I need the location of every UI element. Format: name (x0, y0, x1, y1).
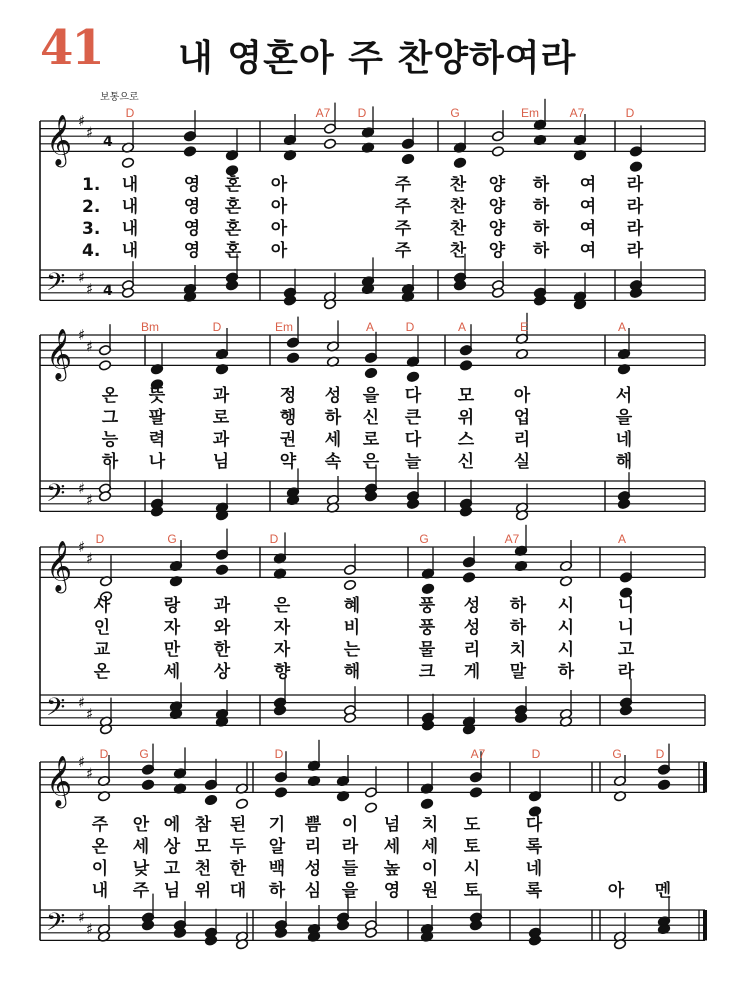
lyric-syllable: 속 (324, 452, 342, 472)
lyric-syllable: 늘 (404, 452, 422, 472)
key-sharp-icon: ♯ (86, 764, 94, 783)
chord-symbol: G (450, 106, 460, 120)
lyric-syllable: 다 (525, 815, 543, 835)
lyric-syllable: 영 (183, 241, 201, 261)
lyric-syllable: 능 (101, 430, 119, 450)
lyric-syllable: 주 (91, 815, 109, 835)
alto-note (98, 360, 111, 371)
lyric-syllable: 양 (488, 219, 506, 239)
lyric-syllable: 다 (404, 386, 422, 406)
chord-symbol: Em (521, 106, 539, 120)
lyric-syllable: 성 (463, 618, 481, 638)
lyric-syllable: 모 (194, 837, 212, 857)
lyric-syllable: 님 (163, 881, 181, 901)
lyric-syllable: 치 (421, 815, 439, 835)
lyric-syllable: 나 (148, 452, 166, 472)
lyric-syllable: 혼 (224, 219, 242, 239)
lyric-syllable: 원 (421, 881, 439, 901)
key-sharp-icon: ♯ (78, 753, 86, 771)
lyric-syllable: 백 (268, 859, 286, 879)
lyric-syllable: 록 (525, 837, 543, 857)
system-4 (40, 740, 705, 950)
lyric-syllable: 시 (557, 596, 575, 616)
chord-symbol: D (357, 106, 367, 120)
lyric-syllable: 라 (626, 219, 644, 239)
lyric-syllable: 혜 (343, 596, 361, 616)
treble-clef-icon: 𝄞 (46, 114, 73, 166)
chord-symbol: D (212, 320, 222, 334)
lyric-syllable: 찬 (449, 219, 467, 239)
lyric-syllable: 와 (213, 618, 231, 638)
lyric-syllable: 네 (525, 859, 543, 879)
treble-clef-icon: 𝄞 (46, 540, 73, 592)
lyric-syllable: 하 (324, 408, 342, 428)
alto-note (286, 352, 299, 363)
lyric-syllable: 라 (626, 175, 644, 195)
lyric-syllable: 양 (488, 241, 506, 261)
lyric-syllable: 라 (626, 197, 644, 217)
chord-symbol: A7 (315, 106, 331, 120)
lyric-syllable: 대 (229, 881, 247, 901)
lyric-syllable: 영 (383, 881, 401, 901)
lyric-syllable: 실 (513, 452, 531, 472)
alto-note (183, 146, 196, 157)
treble-clef-icon: 𝄞 (46, 755, 73, 807)
lyric-syllable: 력 (148, 430, 166, 450)
lyric-syllable: 행 (279, 408, 297, 428)
lyric-syllable: 게 (463, 662, 481, 682)
lyric-syllable: 에 (163, 815, 181, 835)
chord-symbol: D (125, 106, 135, 120)
hymn-number: 41 (40, 20, 103, 76)
lyric-syllable: 는 (343, 640, 361, 660)
lyric-syllable: 은 (273, 596, 291, 616)
key-sharp-icon: ♯ (86, 280, 94, 298)
lyric-syllable: 스 (457, 430, 475, 450)
lyric-syllable: 온 (101, 386, 119, 406)
lyric-syllable: 영 (183, 175, 201, 195)
lyric-syllable: 성 (304, 859, 322, 879)
key-sharp-icon: ♯ (78, 693, 86, 712)
lyric-syllable: 하 (101, 452, 119, 472)
lyric-syllable: 은 (362, 452, 380, 472)
chord-symbol: E (519, 320, 529, 334)
alto-note (204, 794, 217, 805)
lyric-syllable: 을 (362, 386, 380, 406)
lyric-syllable: 하 (532, 175, 550, 195)
lyric-syllable: 과 (213, 596, 231, 616)
key-sharp-icon: ♯ (86, 123, 94, 142)
lyric-syllable: 세 (421, 837, 439, 857)
lyric-syllable: 세 (163, 662, 181, 682)
lyric-syllable: 위 (194, 881, 212, 901)
lyric-syllable: 이 (341, 815, 359, 835)
treble-clef-icon: 𝄞 (46, 328, 73, 380)
lyric-syllable: 이 (91, 859, 109, 879)
lyric-syllable: 해 (615, 452, 633, 472)
alto-note (235, 798, 248, 809)
lyric-syllable: 하 (557, 662, 575, 682)
lyric-syllable: 여 (579, 175, 597, 195)
lyric-syllable: 혼 (224, 197, 242, 217)
lyric-syllable: 토 (463, 837, 481, 857)
lyric-syllable: 사 (93, 596, 111, 616)
chord-symbol: D (405, 320, 415, 334)
lyric-syllable: 한 (229, 859, 247, 879)
lyric-syllable: 높 (383, 859, 401, 879)
chord-symbol: G (139, 747, 149, 761)
lyric-syllable: 라 (626, 241, 644, 261)
lyric-syllable: 하 (532, 219, 550, 239)
chord-symbol: D (625, 106, 635, 120)
lyric-syllable: 리 (513, 430, 531, 450)
chord-symbol: A7 (569, 106, 585, 120)
alto-note (462, 572, 475, 583)
lyric-syllable: 아 (270, 241, 288, 261)
lyric-syllable: 리 (463, 640, 481, 660)
lyric-syllable: 자 (273, 618, 291, 638)
lyric-syllable: 네 (615, 430, 633, 450)
lyric-syllable: 풍 (418, 618, 436, 638)
lyric-syllable: 내 (121, 241, 139, 261)
lyric-syllable: 여 (579, 197, 597, 217)
system-2 (40, 313, 705, 521)
lyric-syllable: 치 (509, 640, 527, 660)
lyric-syllable: 주 (394, 241, 412, 261)
system-3 (40, 525, 705, 735)
lyric-syllable: 혼 (224, 241, 242, 261)
chord-symbol: A (617, 320, 627, 334)
lyric-syllable: 주 (394, 175, 412, 195)
verse-number: 1. (82, 175, 101, 195)
alto-note (491, 146, 504, 157)
lyric-syllable: 세 (383, 837, 401, 857)
chord-symbol: G (167, 532, 177, 546)
lyric-syllable: 큰 (404, 408, 422, 428)
chord-symbol: A (617, 532, 627, 546)
chord-symbol: A (457, 320, 467, 334)
alto-note (364, 802, 377, 813)
lyric-syllable: 리 (304, 837, 322, 857)
lyric-syllable: 정 (279, 386, 297, 406)
lyric-syllable: 세 (132, 837, 150, 857)
alto-note (141, 779, 154, 790)
lyric-syllable: 온 (91, 837, 109, 857)
key-sharp-icon: ♯ (78, 268, 86, 287)
lyric-syllable: 아 (270, 175, 288, 195)
lyric-syllable: 인 (93, 618, 111, 638)
lyric-syllable: 주 (132, 881, 150, 901)
lyric-syllable: 하 (532, 241, 550, 261)
alto-note (453, 157, 466, 168)
lyric-syllable: 된 (229, 815, 247, 835)
lyric-syllable: 양 (488, 175, 506, 195)
lyric-syllable: 안 (132, 815, 150, 835)
chord-symbol: G (612, 747, 622, 761)
lyric-syllable: 한 (213, 640, 231, 660)
lyric-syllable: 말 (509, 662, 527, 682)
verse-number: 2. (82, 197, 101, 217)
lyric-syllable: 내 (121, 175, 139, 195)
lyric-syllable: 물 (418, 640, 436, 660)
lyric-syllable: 시 (557, 640, 575, 660)
lyric-syllable: 영 (183, 197, 201, 217)
lyric-syllable: 랑 (163, 596, 181, 616)
chord-symbol: D (269, 532, 279, 546)
lyric-syllable: 아 (270, 197, 288, 217)
key-sharp-icon: ♯ (86, 491, 94, 509)
lyric-syllable: 여 (579, 219, 597, 239)
lyric-syllable: 니 (617, 618, 635, 638)
lyric-syllable: 모 (457, 386, 475, 406)
lyric-syllable: 과 (212, 386, 230, 406)
alto-note (274, 787, 287, 798)
lyric-syllable: 권 (279, 430, 297, 450)
alto-note (469, 787, 482, 798)
lyric-syllable: 아 (270, 219, 288, 239)
lyric-syllable: 주 (394, 197, 412, 217)
lyric-syllable: 신 (362, 408, 380, 428)
lyric-syllable: 니 (617, 596, 635, 616)
chord-symbol: Em (275, 320, 293, 334)
lyric-syllable: 기 (268, 815, 286, 835)
lyric-syllable: 해 (343, 662, 361, 682)
lyric-syllable: 그 (101, 408, 119, 428)
lyric-syllable: 성 (463, 596, 481, 616)
lyric-syllable: 을 (341, 881, 359, 901)
chord-symbol: D (95, 532, 105, 546)
lyric-syllable: 로 (212, 408, 230, 428)
verse-number: 4. (82, 241, 101, 261)
lyric-syllable: 내 (91, 881, 109, 901)
alto-note (215, 564, 228, 575)
alto-note (629, 161, 642, 172)
alto-note (121, 157, 134, 168)
lyric-syllable: 이 (421, 859, 439, 879)
lyric-syllable: 천 (194, 859, 212, 879)
lyric-syllable: 과 (212, 430, 230, 450)
lyric-syllable: 록 (525, 881, 543, 901)
lyric-syllable: 크 (418, 662, 436, 682)
lyric-syllable: 라 (617, 662, 635, 682)
bass-clef-icon: 𝄢 (46, 478, 66, 514)
lyric-syllable: 상 (213, 662, 231, 682)
lyric-syllable: 영 (183, 219, 201, 239)
key-sharp-icon: ♯ (86, 920, 94, 938)
verse-number: 3. (82, 219, 101, 239)
lyric-syllable: 신 (457, 452, 475, 472)
lyric-syllable: 향 (273, 662, 291, 682)
tempo-marking: 보통으로 (100, 92, 139, 103)
lyric-syllable: 두 (229, 837, 247, 857)
lyric-syllable: 도 (463, 815, 481, 835)
lyric-syllable: 참 (194, 815, 212, 835)
lyric-syllable: 로 (362, 430, 380, 450)
bass-clef-icon: 𝄢 (46, 907, 66, 943)
lyric-syllable: 을 (615, 408, 633, 428)
chord-symbol: A (365, 320, 375, 334)
chord-symbol: D (99, 747, 109, 761)
lyric-syllable: 하 (268, 881, 286, 901)
lyric-syllable: 자 (163, 618, 181, 638)
alto-note (421, 583, 434, 594)
key-sharp-icon: ♯ (78, 112, 86, 130)
alto-note (323, 138, 336, 149)
lyric-syllable: 성 (324, 386, 342, 406)
alto-note (406, 371, 419, 382)
lyric-syllable: 하 (532, 197, 550, 217)
alto-note (343, 579, 356, 590)
lyric-syllable: 라 (341, 837, 359, 857)
chord-symbol: D (274, 747, 284, 761)
lyric-syllable: 위 (457, 408, 475, 428)
lyric-syllable: 알 (268, 837, 286, 857)
alto-note (657, 779, 670, 790)
lyric-syllable: 들 (341, 859, 359, 879)
lyric-syllable: 상 (163, 837, 181, 857)
lyric-syllable: 토 (463, 881, 481, 901)
chord-symbol: A7 (504, 532, 520, 546)
lyric-syllable: 비 (343, 618, 361, 638)
lyric-syllable: 내 (121, 219, 139, 239)
key-sharp-icon: ♯ (78, 326, 86, 344)
lyric-syllable: 온 (93, 662, 111, 682)
hymn-title: 내 영혼아 주 찬양하여라 (178, 38, 577, 79)
lyric-syllable: 혼 (224, 175, 242, 195)
lyric-syllable: 풍 (418, 596, 436, 616)
lyric-syllable: 양 (488, 197, 506, 217)
lyric-syllable: 고 (617, 640, 635, 660)
lyric-syllable: 팔 (148, 408, 166, 428)
bass-clef-icon: 𝄢 (46, 692, 66, 728)
lyric-syllable: 하 (509, 596, 527, 616)
lyric-syllable: 세 (324, 430, 342, 450)
amen-syllable: 아 (607, 881, 625, 901)
chord-symbol: Bm (141, 320, 159, 334)
chord-symbol: D (655, 747, 665, 761)
lyric-syllable: 아 (513, 386, 531, 406)
lyric-syllable: 찬 (449, 197, 467, 217)
lyric-syllable: 고 (163, 859, 181, 879)
lyric-syllable: 넘 (383, 815, 401, 835)
bass-clef-icon: 𝄢 (46, 267, 66, 303)
lyric-syllable: 교 (93, 640, 111, 660)
lyric-syllable: 업 (513, 408, 531, 428)
alto-note (401, 153, 414, 164)
lyric-syllable: 찬 (449, 241, 467, 261)
lyric-syllable: 다 (404, 430, 422, 450)
alto-note (420, 798, 433, 809)
key-sharp-icon: ♯ (86, 705, 94, 723)
lyric-syllable: 낮 (132, 859, 150, 879)
key-sharp-icon: ♯ (86, 549, 94, 568)
lyric-syllable: 찬 (449, 175, 467, 195)
amen-syllable: 멘 (654, 881, 672, 901)
key-sharp-icon: ♯ (78, 538, 86, 556)
lyric-syllable: 시 (463, 859, 481, 879)
chord-symbol: D (531, 747, 541, 761)
lyric-syllable: 심 (304, 881, 322, 901)
alto-note (459, 360, 472, 371)
alto-note (364, 367, 377, 378)
lyric-syllable: 내 (121, 197, 139, 217)
key-sharp-icon: ♯ (78, 908, 86, 927)
lyric-syllable: 하 (509, 618, 527, 638)
lyric-syllable: 여 (579, 241, 597, 261)
lyric-syllable: 약 (279, 452, 297, 472)
chord-symbol: G (419, 532, 429, 546)
system-1 (40, 99, 705, 310)
lyric-syllable: 주 (394, 219, 412, 239)
time-signature: 4 (103, 133, 113, 150)
key-sharp-icon: ♯ (78, 479, 86, 498)
key-sharp-icon: ♯ (86, 337, 94, 356)
lyric-syllable: 뜻 (148, 386, 166, 406)
lyric-syllable: 쁨 (304, 815, 322, 835)
time-signature: 4 (103, 282, 113, 299)
lyric-syllable: 시 (557, 618, 575, 638)
lyric-syllable: 서 (615, 386, 633, 406)
lyric-syllable: 자 (273, 640, 291, 660)
lyric-syllable: 만 (163, 640, 181, 660)
lyric-syllable: 님 (212, 452, 230, 472)
chord-symbol: A7 (470, 747, 486, 761)
